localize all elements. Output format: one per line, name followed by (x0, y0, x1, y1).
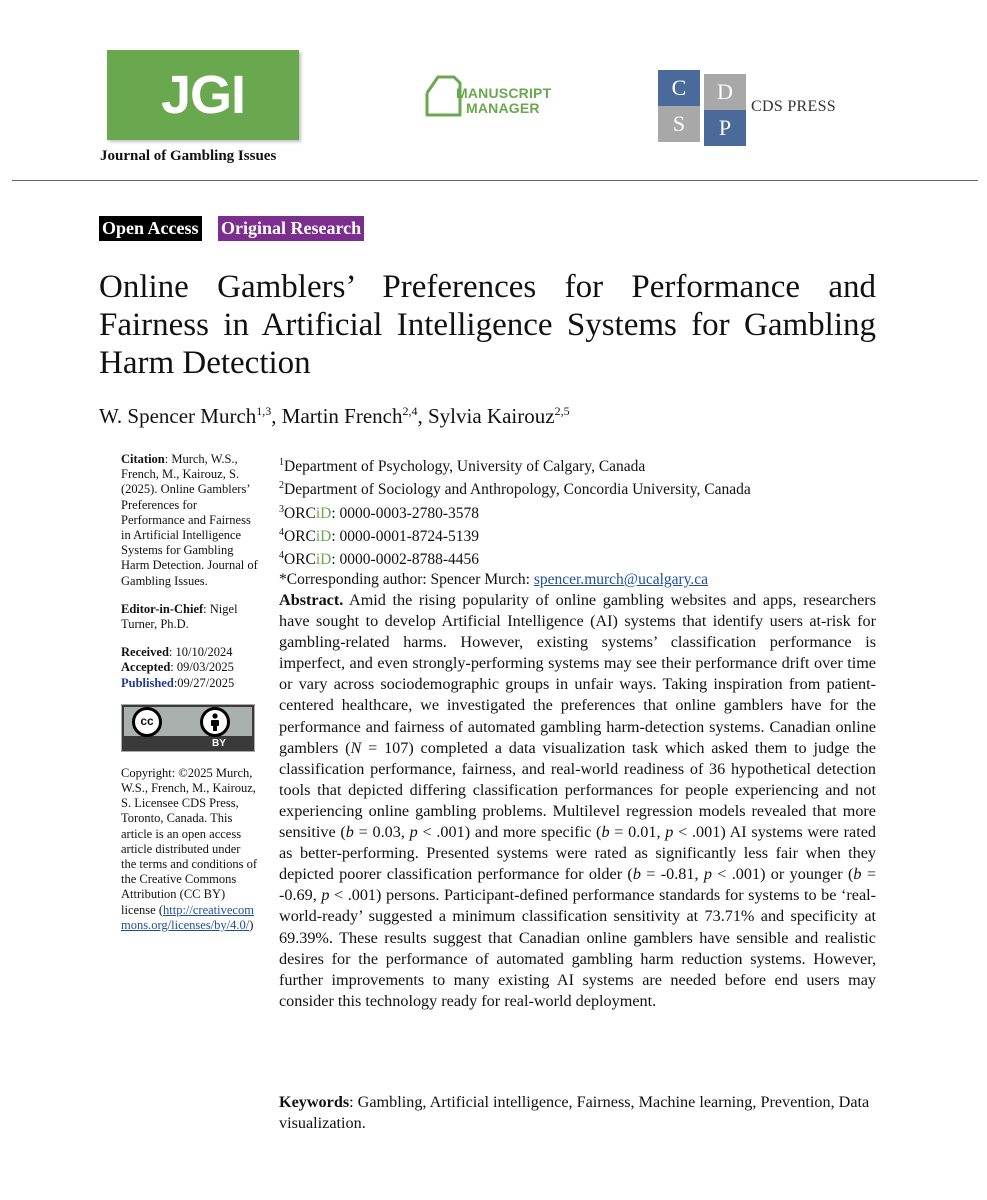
abstract-text: = -0.69, (279, 865, 876, 905)
copyright-end: ) (249, 917, 254, 932)
abstract-text: = 0.01, (609, 823, 666, 842)
citation-label: Citation (121, 452, 165, 466)
author-separator: , (271, 404, 282, 428)
corresponding-label: *Corresponding author: Spencer Murch: (279, 570, 534, 588)
abstract-text: < .001) or younger ( (711, 865, 854, 884)
copyright (121, 766, 258, 933)
affiliation-sup: 1 (279, 457, 284, 468)
abstract-var: b (345, 823, 354, 842)
abstract-var: p (321, 886, 330, 905)
abstract-label: Abstract. (279, 591, 344, 609)
author-name: W. Spencer Murch (99, 404, 257, 428)
author-separator: , (417, 404, 428, 428)
abstract-var: p (409, 823, 418, 842)
cds-letter-d: D (704, 74, 746, 110)
abstract-text: = -0.81, (640, 865, 704, 884)
orcid-label: ORC (284, 504, 316, 522)
published-label: Published (121, 675, 174, 690)
abstract-text: < .001) AI systems were rated as better-performing. Presented systems were rated as significantly less fair when they depicted poorer classification performance for older ( (279, 823, 876, 884)
abstract-var: b (853, 865, 862, 884)
corresponding-author (279, 570, 751, 589)
author-affiliation-sup: 2,5 (554, 404, 570, 418)
abstract-text: < .001) and more specific ( (417, 823, 602, 842)
cds-letter-s: S (658, 106, 700, 142)
accepted-date: : 09/03/2025 (170, 660, 234, 675)
orcid-2 (279, 523, 751, 546)
affiliation-sup: 2 (279, 480, 284, 492)
abstract-text: = 0.03, (353, 823, 410, 842)
copyright-text: Copyright: ©2025 Murch, W.S., French, M., Kairouz, S. Licensee CDS Press, Toronto, Canada. This article is an open access article distributed under the terms and conditions of the Creative Commons Attribution (CC BY) license ( (121, 765, 258, 917)
abstract-text: = 107) completed a data visualization task which asked them to judge the classification performance, fairness, and real-world readiness of 36 hypothetical detection tools that depicted differing classification performances for people experiencing and not experiencing online gambling problems. Multilevel regression models revealed that more sensitive ( (279, 738, 876, 842)
orcid-id-icon: iD (315, 551, 332, 569)
author-affiliation-sup: 2,4 (402, 404, 418, 418)
cds-letter-p: P (704, 110, 746, 146)
sidebar (121, 452, 258, 946)
received-date: : 10/10/2024 (168, 645, 233, 660)
affiliation-text: Department of Psychology, University of Calgary, Canada (284, 458, 646, 476)
manuscript-manager-logo (424, 73, 552, 121)
abstract-var: p (703, 865, 712, 884)
orcid-sup: 4 (279, 550, 284, 562)
journal-name: Journal of Gambling Issues (100, 148, 277, 164)
jgi-logo-text: JGI (160, 65, 246, 125)
editor-text: : Nigel Turner, Ph.D. (121, 601, 238, 632)
orcid-label: ORC (284, 528, 316, 546)
attribution-person-icon (200, 707, 230, 737)
author-name: Martin French (281, 404, 403, 428)
orcid-sup: 3 (279, 503, 284, 515)
cc-by-license-badge[interactable] (121, 704, 255, 752)
orcid-1 (279, 500, 751, 523)
abstract-var: b (632, 865, 641, 884)
orcid-sup: 4 (279, 527, 284, 539)
cds-letter-c: C (658, 70, 700, 106)
orcid-value: : 0000-0001-8724-5139 (331, 528, 480, 546)
orcid-value: : 0000-0002-8788-4456 (331, 551, 480, 569)
author-list (99, 404, 570, 429)
cds-press-logo (658, 70, 746, 148)
citation-text: : Murch, W.S., French, M., Kairouz, S. (2025). Online Gamblers’ Preferences for Performance and Fairness in Artificial Intelligence Systems for Gambling Harm Detection. Journal of Gambling Issues. (121, 452, 258, 588)
author-affiliation-sup: 1,3 (256, 404, 272, 418)
affiliations (279, 453, 751, 589)
manuscript-manager-line2: MANAGER (466, 100, 540, 116)
affiliation-1 (279, 453, 751, 476)
citation (121, 452, 258, 589)
original-research-badge: Original Research (218, 216, 364, 241)
jgi-logo (107, 50, 299, 140)
editor-label: Editor-in-Chief (121, 601, 204, 616)
abstract-text: Amid the rising popularity of online gambling websites and apps, researchers have sought to develop Artificial Intelligence (AI) systems that identify users at-risk for gambling-related harms. However, existing systems’ classification performance is imperfect, and even strongly-performing systems may see their performance drift over time or vary across sociodemographic groups in unfair ways. Taking inspiration from patient-centered healthcare, we investigated the preferences that online gamblers have for the performance and fairness of automated gambling harm-detection systems. Canadian online gamblers ( (279, 591, 876, 757)
abstract-var: N (350, 738, 362, 757)
keywords-text: : Gambling, Artificial intelligence, Fairness, Machine learning, Prevention, Data visualization. (279, 1093, 870, 1133)
license-link[interactable]: http://creativecommons.org/licenses/by/4.0/ (121, 902, 254, 932)
abstract (279, 590, 876, 1012)
orcid-label: ORC (284, 551, 316, 569)
author-name: Sylvia Kairouz (428, 404, 555, 428)
affiliation-text: Department of Sociology and Anthropology, Concordia University, Canada (284, 481, 751, 499)
keywords (279, 1092, 876, 1134)
abstract-var: b (601, 823, 610, 842)
abstract-var: p (665, 823, 674, 842)
abstract-text: < .001) persons. Participant-defined performance standards for systems to be ‘real-world-ready’ suggested a minimum classification sensitivity at 73.71% and specificity at 69.39%. These results suggest that Canadian online gamblers have sensible and realistic desires for the performance of automated gambling harm reduction systems. However, further improvements to many existing AI systems are needed before end users may consider this technology ready for real-world deployment. (279, 886, 877, 1010)
cc-icon: cc (132, 707, 162, 737)
orcid-id-icon: iD (315, 528, 332, 546)
header-divider (12, 180, 978, 181)
received-label: Received (121, 645, 169, 660)
open-access-badge: Open Access (99, 216, 202, 241)
orcid-3 (279, 546, 751, 569)
accepted-label: Accepted (121, 660, 171, 675)
article-title: Online Gamblers’ Preferences for Performance and Fairness in Artificial Intelligence Systems for Gambling Harm Detection (99, 269, 876, 381)
affiliation-2 (279, 476, 751, 499)
cc-by-label: BY (212, 737, 226, 749)
editor (121, 602, 258, 632)
orcid-value: : 0000-0003-2780-3578 (331, 504, 480, 522)
cds-press-label: CDS PRESS (751, 98, 836, 115)
dates (121, 645, 258, 691)
keywords-label: Keywords (279, 1093, 350, 1111)
published-date: :09/27/2025 (173, 675, 235, 690)
manuscript-manager-line1: MANUSCRIPT (456, 85, 552, 101)
orcid-id-icon: iD (315, 504, 332, 522)
corresponding-email-link[interactable]: spencer.murch@ucalgary.ca (533, 570, 709, 588)
